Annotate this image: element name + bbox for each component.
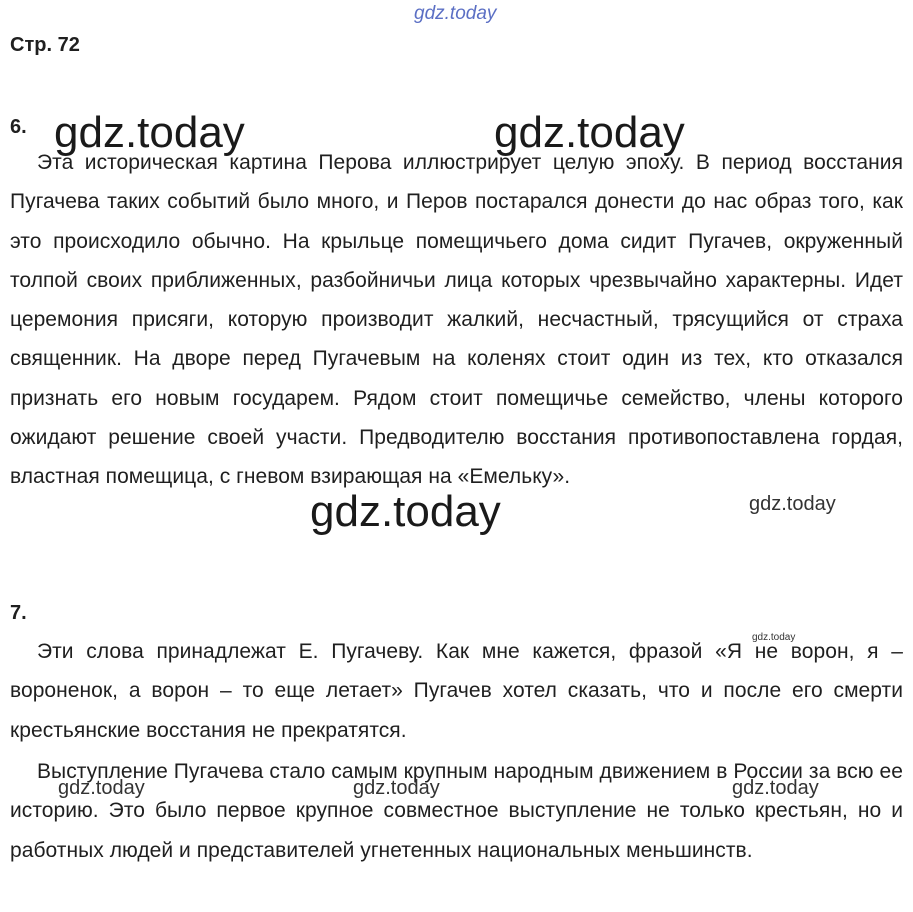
- watermark: gdz.today: [310, 487, 501, 536]
- watermark: gdz.today: [54, 108, 245, 157]
- task-7-paragraph-2: Выступление Пугачева стало самым крупным народным движением в России за всю ее историю. Это было первое крупное совместное выступление не только крестьян, но и работных людей и представителей угнетенных национальных меньшинств.: [10, 760, 903, 862]
- task-6-number: 6.: [10, 116, 27, 138]
- page-watermark-top: gdz.today: [414, 3, 497, 24]
- watermark: gdz.today: [58, 777, 145, 799]
- task-7-number: 7.: [10, 602, 27, 624]
- task-6-paragraph: Эта историческая картина Перова иллюстрирует целую эпоху. В период восстания Пугачева таких событий было много, и Перов постарался донести до нас образ того, как это происходило обычно. На крыльце помещичьего дома сидит Пугачев, окруженный толпой своих приближенных, разбойничьи лица которых чрезвычайно характерны. Идет церемония присяги, которую производит жалкий, несчастный, трясущийся от страха священник. На дворе перед Пугачевым на коленях стоит один из тех, кто отказался признать его новым государем. Рядом стоит помещичье семейство, члены которого ожидают решение своей участи. Предводителю восстания противопоставлена гордая, властная помещица, с гневом взирающая на «Емельку».: [10, 151, 903, 489]
- page-label: Стр. 72: [10, 34, 80, 56]
- watermark: gdz.today: [494, 108, 685, 157]
- watermark: gdz.today: [749, 493, 836, 515]
- watermark: gdz.today: [353, 777, 440, 799]
- watermark: gdz.today: [752, 632, 796, 643]
- watermark: gdz.today: [732, 777, 819, 799]
- task-7-paragraph-1: Эти слова принадлежат Е. Пугачеву. Как мне кажется, фразой «Я не ворон, я – вороненок, а ворон – то еще летает» Пугачев хотел сказать, что и после его смерти крестьянские восстания не прекратятся.: [10, 640, 903, 742]
